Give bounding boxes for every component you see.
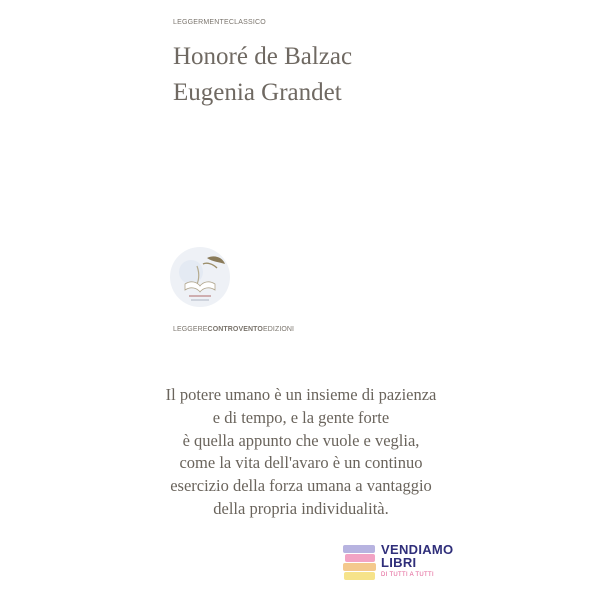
book-stack-layer bbox=[343, 563, 376, 571]
author-name: Honoré de Balzac bbox=[173, 43, 353, 70]
book-cover bbox=[155, 0, 447, 600]
quote-line: è quella appunto che vuole e veglia, bbox=[182, 430, 420, 450]
book-stack-layer bbox=[344, 572, 375, 580]
book-title: Eugenia Grandet bbox=[173, 79, 342, 106]
quote-line: della propria individualità. bbox=[213, 498, 389, 518]
quote-line: come la vita dell'avaro è un continuo bbox=[179, 453, 423, 473]
badge-tagline: DI TUTTI A TUTTI bbox=[381, 572, 434, 578]
book-stack-icon bbox=[343, 545, 377, 581]
publisher-name-part-3: EDIZIONI bbox=[262, 326, 295, 333]
badge-line-2: LIBRI bbox=[381, 555, 417, 570]
quote-line: Il potere umano è un insieme di pazienza bbox=[165, 385, 437, 404]
publisher-name-part-1: LEGGERE bbox=[173, 326, 208, 333]
quote-line: esercizio della forza umana a vantaggio bbox=[170, 476, 432, 496]
book-stack-layer bbox=[345, 554, 375, 562]
vendiamo-libri-badge bbox=[343, 542, 454, 585]
publisher-name-part-2: CONTROVENTO bbox=[207, 326, 263, 333]
badge-line-1: VENDIAMO bbox=[381, 542, 454, 557]
publisher-logo-icon bbox=[167, 244, 233, 310]
publisher-name bbox=[173, 326, 294, 333]
back-cover-quote bbox=[155, 384, 447, 521]
book-stack-layer bbox=[343, 545, 375, 553]
quote-line: e di tempo, e la gente forte bbox=[212, 407, 390, 427]
series-label: LEGGERMENTECLASSICO bbox=[173, 19, 266, 26]
